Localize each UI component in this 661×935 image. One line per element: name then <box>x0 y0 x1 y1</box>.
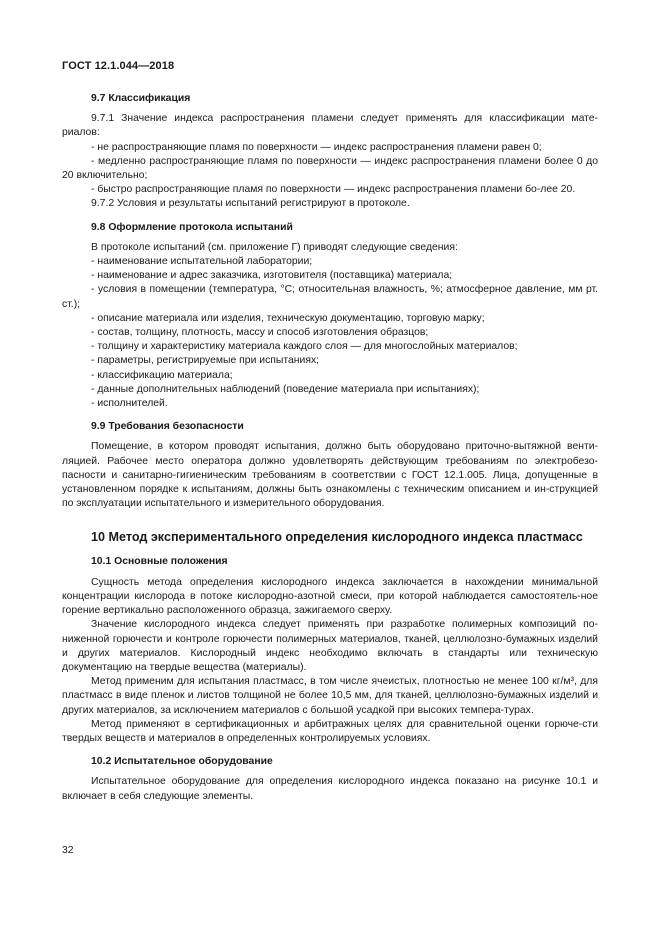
dash-marker: - <box>91 398 98 410</box>
page-number: 32 <box>62 845 74 856</box>
dash-marker: - <box>91 355 98 367</box>
list-item: - быстро распространяющие пламя по поверхности — индекс распространения пламени бо-лее 20. <box>91 184 576 196</box>
section-10-title: 10 Метод экспериментального определения кислородного индекса пластмасс <box>91 530 583 545</box>
dash-marker: - <box>91 141 98 153</box>
dash-marker: - <box>91 256 98 268</box>
paragraph-10-2: Испытательное оборудование для определения кислородного индекса показано на рисунке 10.1 и включает в себя следующие элементы. <box>62 776 598 802</box>
dash-marker: - <box>91 383 98 395</box>
list-item: - состав, толщину, плотность, массу и способ изготовления образцов; <box>91 327 429 339</box>
paragraph-10-1-3: Метод применим для испытания пластмасс, в том числе ячеистых, плотностью не менее 100 кг/м³, для пластмасс в виде пленок и листов толщиной не более 10,5 мм, для тканей, целлюлозно-бумажных изделий и других материалов, за исключением материалов с большой усадкой при высоких темпера-турах. <box>62 676 598 716</box>
paragraph-10-1-2: Значение кислородного индекса следует применять при разработке полимерных композиций по-ниженной горючести и контроле горючести полимерных материалов, тканей, целлюлозно-бумажных изделий и других материалов. Кислородный индекс необходимо включать в стандарты или техническую документацию на твердые вещества (материалы). <box>62 619 598 673</box>
dash-marker: - <box>91 369 98 381</box>
section-9-8-title: 9.8 Оформление протокола испытаний <box>91 221 293 233</box>
paragraph-10-1-1: Сущность метода определения кислородного индекса заключается в нахождении минимальной концентрации кислорода в потоке кислородно-азотной смеси, при которой наблюдается самостоятель-ное горение вертикально расположенного образца, зажигаемого сверху. <box>62 576 598 617</box>
dash-marker: - <box>91 341 98 353</box>
list-item: - исполнителей. <box>91 398 168 410</box>
dash-marker: - <box>91 184 98 196</box>
section-10-2-title: 10.2 Испытательное оборудование <box>91 756 273 768</box>
list-item: - классификацию материала; <box>91 369 233 381</box>
dash-marker: - <box>91 312 98 324</box>
dash-marker: - <box>91 327 98 339</box>
list-item: - условия в помещении (температура, °С; относительная влажность, %; атмосферное давление, мм рт. ст.); <box>62 284 598 310</box>
dash-marker: - <box>91 284 98 296</box>
list-item: - параметры, регистрируемые при испытаниях; <box>91 355 320 367</box>
list-item: - медленно распространяющие пламя по поверхности — индекс распространения пламени более 0 до 20 включительно; <box>62 155 598 182</box>
list-item: - наименование и адрес заказчика, изготовителя (поставщика) материала; <box>91 270 453 282</box>
section-9-9-title: 9.9 Требования безопасности <box>91 421 244 433</box>
document-header: ГОСТ 12.1.044—2018 <box>62 60 175 72</box>
list-item: - толщину и характеристику материала каждого слоя — для многослойных материалов; <box>91 341 518 353</box>
paragraph-9-8-intro: В протоколе испытаний (см. приложение Г) приводят следующие сведения: <box>91 241 458 253</box>
dash-marker: - <box>91 270 98 282</box>
dash-marker: - <box>91 155 98 167</box>
list-item: - описание материала или изделия, техническую документацию, торговую марку; <box>91 312 485 324</box>
document-body <box>62 92 598 804</box>
list-item: - не распространяющие пламя по поверхности — индекс распространения пламени равен 0; <box>91 141 542 153</box>
section-10-1-title: 10.1 Основные положения <box>91 556 228 568</box>
paragraph-9-7-1: 9.7.1 Значение индекса распространения пламени следует применять для классификации мате-риалов: <box>62 113 598 139</box>
list-item: - данные дополнительных наблюдений (поведение материала при испытаниях); <box>91 383 480 395</box>
list-item: - наименование испытательной лаборатории; <box>91 256 313 268</box>
paragraph-10-1-4: Метод применяют в сертификационных и арбитражных целях для сравнительной оценки горюче-сти твердых веществ и материалов в определенных контролируемых условиях. <box>62 718 598 744</box>
paragraph-9-9: Помещение, в котором проводят испытания, должно быть оборудовано приточно-вытяжной венти-ляцией. Рабочее место оператора должно удовлетворять действующим требованиям по электробезо-пасности и санитарно-гигиеническим требованиям в соответствии с ГОСТ 12.1.005. Лица, допущенные в установленном порядке к испытаниям, должны быть ознакомлены с техническим описанием и ин-струкцией по эксплуатации испытательного и измерительного оборудования. <box>62 441 598 510</box>
section-9-7-title: 9.7 Классификация <box>91 93 191 104</box>
paragraph-9-7-2: 9.7.2 Условия и результаты испытаний регистрируют в протоколе. <box>91 198 410 210</box>
